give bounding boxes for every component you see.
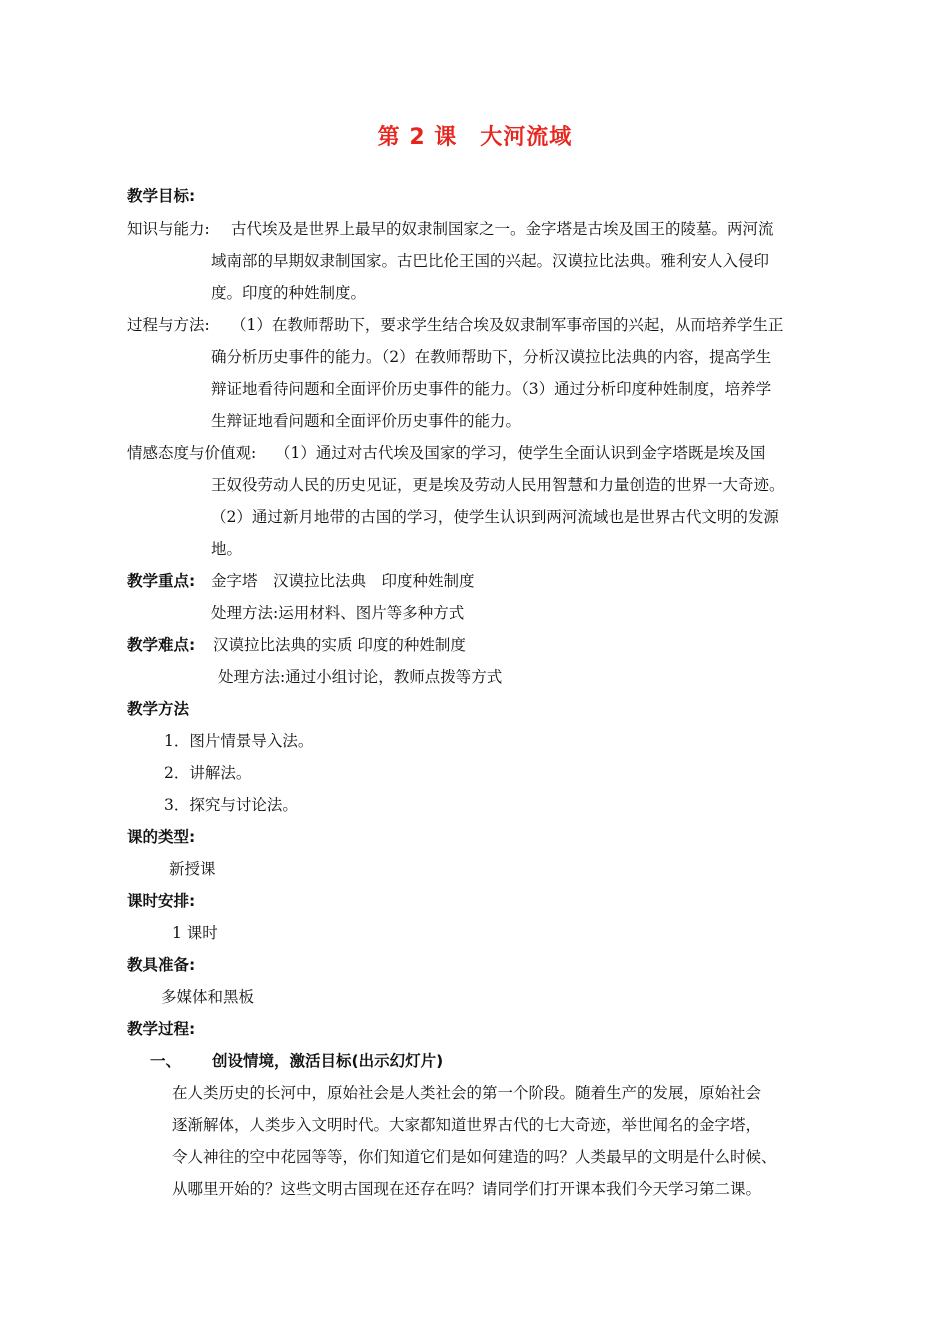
knowledge-label: 知识与能力: bbox=[127, 220, 210, 238]
knowledge-line: 域南部的早期奴隶制国家。古巴比伦王国的兴起。汉谟拉比法典。雅利安人入侵印 bbox=[211, 252, 770, 270]
emotion-line: （1）通过对古代埃及国家的学习，使学生全面认识到金字塔既是埃及国 bbox=[275, 444, 766, 462]
step-number: 一、 bbox=[150, 1052, 182, 1070]
objectives-heading: 教学目标: bbox=[127, 187, 196, 205]
step-paragraph-line: 在人类历史的长河中，原始社会是人类社会的第一个阶段。随着生产的发展，原始社会 bbox=[172, 1084, 762, 1102]
methods-heading: 教学方法 bbox=[127, 700, 190, 718]
key-points-method: 处理方法:运用材料、图片等多种方式 bbox=[211, 604, 465, 622]
difficulties-method: 处理方法:通过小组讨论，教师点拨等方式 bbox=[218, 668, 503, 686]
process-method-line: 生辩证地看问题和全面评价历史事件的能力。 bbox=[211, 412, 522, 430]
step-paragraph-line: 令人神往的空中花园等等，你们知道它们是如何建造的吗？人类最早的文明是什么时候、 bbox=[172, 1148, 777, 1166]
schedule-heading: 课时安排: bbox=[127, 892, 196, 910]
emotion-label: 情感态度与价值观: bbox=[127, 444, 257, 462]
process-method-line: 辩证地看待问题和全面评价历史事件的能力。（3）通过分析印度种姓制度，培养学 bbox=[211, 380, 772, 398]
emotion-line: 王奴役劳动人民的历史见证，更是埃及劳动人民用智慧和力量创造的世界一大奇迹。 bbox=[211, 476, 785, 494]
step-title: 创设情境，激活目标(出示幻灯片) bbox=[212, 1052, 444, 1070]
emotion-line: （2）通过新月地带的古国的学习，使学生认识到两河流域也是世界古代文明的发源 bbox=[211, 508, 779, 526]
method-item: 1．图片情景导入法。 bbox=[164, 732, 314, 750]
process-method-line: （1）在教师帮助下，要求学生结合埃及奴隶制军事帝国的兴起，从而培养学生正 bbox=[231, 316, 784, 334]
materials-heading: 教具准备: bbox=[127, 956, 196, 974]
step-paragraph-line: 逐渐解体，人类步入文明时代。大家都知道世界古代的七大奇迹，举世闻名的金字塔， bbox=[172, 1116, 762, 1134]
difficulties-label: 教学难点: bbox=[127, 636, 196, 654]
materials-value: 多媒体和黑板 bbox=[161, 988, 255, 1006]
emotion-line: 地。 bbox=[211, 540, 243, 558]
difficulties-value: 汉谟拉比法典的实质 印度的种姓制度 bbox=[213, 636, 466, 654]
lesson-type-heading: 课的类型: bbox=[127, 828, 196, 846]
process-method-label: 过程与方法: bbox=[127, 316, 210, 334]
teaching-process-heading: 教学过程: bbox=[127, 1020, 196, 1038]
key-points-label: 教学重点: bbox=[127, 572, 196, 590]
knowledge-line: 古代埃及是世界上最早的奴隶制国家之一。金字塔是古埃及国王的陵墓。两河流 bbox=[231, 220, 774, 238]
lesson-type-value: 新授课 bbox=[169, 860, 216, 878]
step-paragraph-line: 从哪里开始的？这些文明古国现在还存在吗？请同学们打开课本我们今天学习第二课。 bbox=[172, 1180, 762, 1198]
lesson-title: 第 2 课 大河流域 bbox=[377, 125, 573, 150]
process-method-line: 确分析历史事件的能力。（2）在教师帮助下，分析汉谟拉比法典的内容，提高学生 bbox=[211, 348, 772, 366]
schedule-value: 1 课时 bbox=[172, 924, 218, 942]
method-item: 2．讲解法。 bbox=[164, 764, 252, 782]
key-points-value: 金字塔 汉谟拉比法典 印度种姓制度 bbox=[211, 572, 475, 590]
method-item: 3．探究与讨论法。 bbox=[164, 796, 298, 814]
knowledge-line: 度。印度的种姓制度。 bbox=[211, 284, 367, 302]
